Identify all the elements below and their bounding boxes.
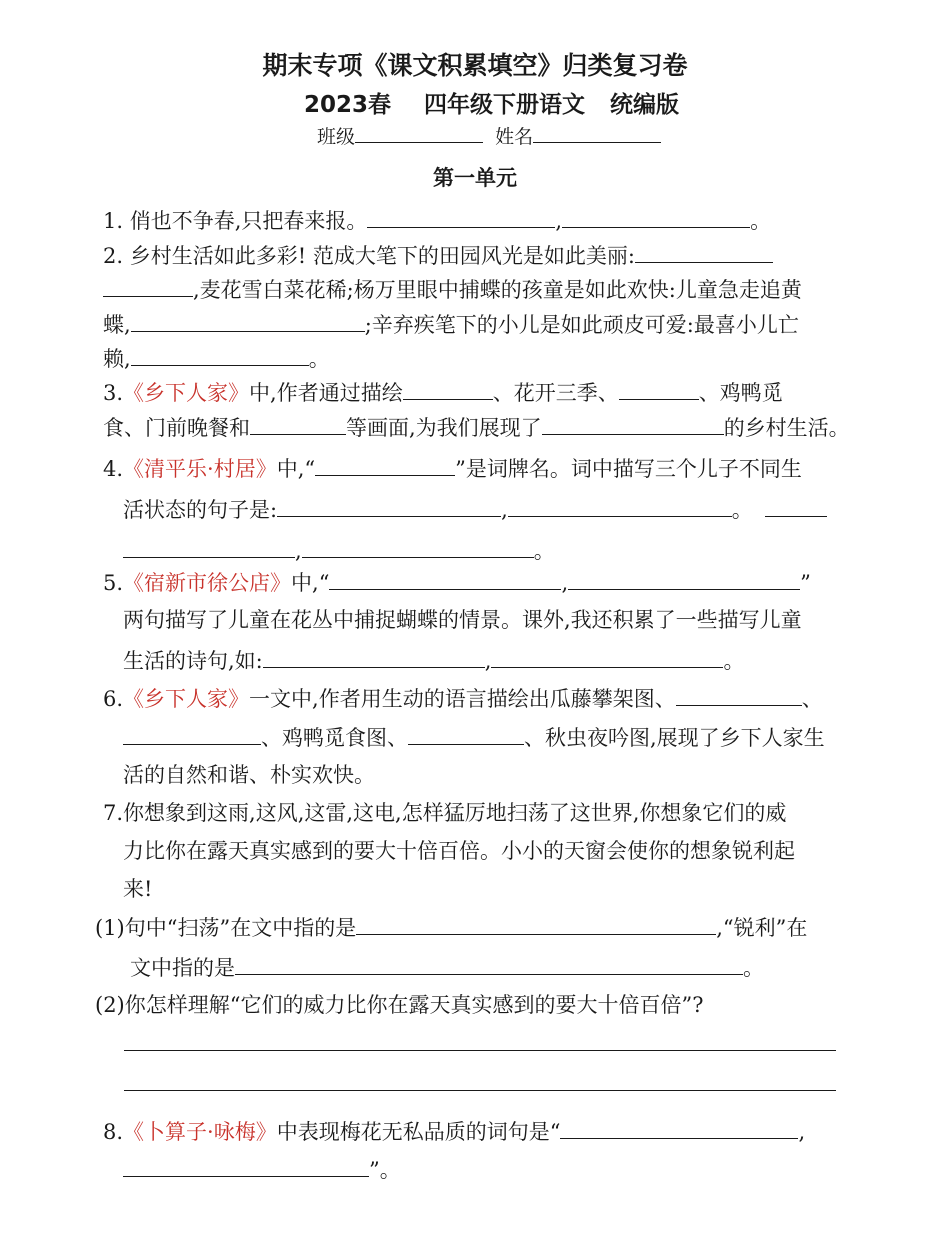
question-1 xyxy=(103,205,771,235)
answer-line[interactable] xyxy=(124,1090,836,1091)
answer-blank[interactable] xyxy=(235,952,743,975)
question-5-text: 中,“ xyxy=(291,571,330,595)
question-7-text: 7.你想象到这雨,这风,这雷,这电,怎样猛厉地扫荡了这世界,你想象它们的威 xyxy=(103,801,787,825)
question-7-sub-1-cont xyxy=(130,952,764,982)
question-5-text: 生活的诗句,如: xyxy=(123,649,263,673)
answer-blank[interactable] xyxy=(408,722,524,745)
question-7-sub-1 xyxy=(95,912,807,942)
question-2-line-1 xyxy=(103,240,773,270)
answer-blank[interactable] xyxy=(356,912,716,935)
question-5-line-2 xyxy=(123,605,802,635)
answer-blank[interactable] xyxy=(403,377,493,400)
class-field[interactable] xyxy=(317,120,661,149)
lesson-title: 《清平乐·村居》 xyxy=(123,457,277,481)
punct: , xyxy=(501,498,508,522)
question-6-line-2 xyxy=(123,722,825,752)
question-4-line-2 xyxy=(123,494,827,524)
question-6-text: 一文中,作者用生动的语言描绘出瓜藤攀架图、 xyxy=(249,687,676,711)
question-6-text: 、秋虫夜吟图,展现了乡下人家生 xyxy=(524,726,825,750)
question-4-text: 中,“ xyxy=(276,457,316,481)
question-7-sub-text: (1)句中“扫荡”在文中指的是 xyxy=(95,916,357,940)
punct: ” xyxy=(800,571,811,595)
question-3-line-2 xyxy=(103,412,850,442)
question-8-line-2 xyxy=(123,1154,401,1184)
question-7-text: 来! xyxy=(123,877,153,901)
punct: , xyxy=(561,571,569,595)
question-4-line-1 xyxy=(103,453,802,483)
question-5-text: 两句描写了儿童在花丛中捕捉蝴蝶的情景。课外,我还积累了一些描写儿童 xyxy=(123,608,802,632)
question-7-sub-text: ,“锐利”在 xyxy=(716,916,808,940)
question-3-text: 等画面,为我们展现了 xyxy=(346,416,542,440)
answer-blank[interactable] xyxy=(562,205,750,228)
question-3-text: 、鸡鸭觅 xyxy=(698,381,783,405)
answer-blank[interactable] xyxy=(560,1116,798,1139)
question-7-sub-text: (2)你怎样理解“它们的威力比你在露天真实感到的要大十倍百倍”? xyxy=(95,993,704,1017)
question-3-text: 食、门前晚餐和 xyxy=(103,416,250,440)
question-3-line-1 xyxy=(103,377,783,407)
answer-line[interactable] xyxy=(124,1050,836,1051)
question-8-line-1 xyxy=(103,1116,805,1146)
question-8-text: 中表现梅花无私品质的词句是“ xyxy=(276,1120,561,1144)
answer-blank[interactable] xyxy=(131,343,309,366)
question-3-text: 、花开三季、 xyxy=(492,381,619,405)
question-8-number: 8. xyxy=(103,1120,124,1144)
question-2-text: 赖, xyxy=(103,347,131,371)
question-2-text: 蝶, xyxy=(103,313,131,337)
header-grade: 四年级下册语文 xyxy=(424,92,585,118)
punct: , xyxy=(295,539,302,563)
lesson-title: 《卜算子·咏梅》 xyxy=(123,1120,277,1144)
answer-blank[interactable] xyxy=(329,567,561,590)
lesson-title: 《乡下人家》 xyxy=(123,687,250,711)
answer-blank[interactable] xyxy=(250,412,346,435)
question-5-line-3 xyxy=(123,645,744,675)
answer-blank[interactable] xyxy=(635,240,773,263)
punct: 。 xyxy=(533,539,555,563)
punct: 。 xyxy=(723,649,745,673)
question-3-number: 3. xyxy=(103,381,124,405)
answer-blank[interactable] xyxy=(508,494,732,517)
question-7-sub-2 xyxy=(95,990,703,1020)
question-2-line-3 xyxy=(103,309,799,339)
name-label: 姓名 xyxy=(495,126,534,148)
question-6-number: 6. xyxy=(103,687,124,711)
answer-blank[interactable] xyxy=(568,567,800,590)
question-6-text: 、鸡鸭觅食图、 xyxy=(261,726,408,750)
punct: 、 xyxy=(801,687,823,711)
lesson-title: 《乡下人家》 xyxy=(123,381,250,405)
question-7-sub-text: 文中指的是 xyxy=(130,956,235,980)
answer-blank[interactable] xyxy=(542,412,724,435)
question-6-line-3 xyxy=(123,760,375,790)
punct: 。 xyxy=(731,498,753,522)
answer-blank[interactable] xyxy=(619,377,699,400)
answer-blank[interactable] xyxy=(123,722,261,745)
class-label: 班级 xyxy=(317,126,356,148)
answer-blank[interactable] xyxy=(103,274,193,297)
question-4-text: 活状态的句子是: xyxy=(123,498,278,522)
question-3-text: 中,作者通过描绘 xyxy=(249,381,403,405)
punct: 。 xyxy=(308,347,330,371)
answer-blank[interactable] xyxy=(123,535,295,558)
question-3-text: 的乡村生活。 xyxy=(723,416,850,440)
question-5-number: 5. xyxy=(103,571,124,595)
answer-blank[interactable] xyxy=(123,1154,369,1177)
page-title: 期末专项《课文积累填空》归类复习卷 xyxy=(262,51,688,80)
punct: 。 xyxy=(750,209,772,233)
punct: , xyxy=(555,209,563,233)
question-7-line-2 xyxy=(123,836,795,866)
question-2-text: ;辛弃疾笔下的小儿是如此顽皮可爱:最喜小儿亡 xyxy=(364,313,799,337)
question-7-line-3 xyxy=(123,874,152,904)
question-6-text: 活的自然和谐、朴实欢快。 xyxy=(123,763,375,787)
header-year: 2023春 xyxy=(304,92,392,118)
question-2-line-4 xyxy=(103,343,330,373)
punct: 。 xyxy=(743,956,764,980)
question-1-text: 1. 俏也不争春,只把春来报。 xyxy=(103,209,368,233)
question-2-text: 2. 乡村生活如此多彩! 范成大笔下的田园风光是如此美丽: xyxy=(103,244,635,268)
answer-blank[interactable] xyxy=(302,535,534,558)
question-5-line-1 xyxy=(103,567,811,597)
question-2-line-2 xyxy=(103,274,802,304)
question-6-line-1 xyxy=(103,683,823,713)
header-edition: 统编版 xyxy=(610,92,679,118)
question-7-text: 力比你在露天真实感到的要大十倍百倍。小小的天窗会使你的想象锐利起 xyxy=(123,839,795,863)
answer-blank[interactable] xyxy=(131,309,365,332)
answer-blank[interactable] xyxy=(263,645,485,668)
answer-blank[interactable] xyxy=(676,683,802,706)
unit-title: 第一单元 xyxy=(433,166,517,190)
punct: , xyxy=(484,649,492,673)
answer-blank[interactable] xyxy=(367,205,555,228)
answer-blank[interactable] xyxy=(765,494,827,517)
question-7-line-1 xyxy=(103,798,786,828)
lesson-title: 《宿新市徐公店》 xyxy=(123,571,292,595)
punct: ”。 xyxy=(369,1158,401,1182)
question-2-text: ,麦花雪白菜花稀;杨万里眼中捕蝶的孩童是如此欢快:儿童急走追黄 xyxy=(193,278,802,302)
punct: , xyxy=(798,1120,806,1144)
answer-blank[interactable] xyxy=(277,494,501,517)
answer-blank[interactable] xyxy=(315,453,455,476)
question-4-number: 4. xyxy=(103,457,124,481)
question-4-line-3 xyxy=(123,535,555,565)
question-4-text: ”是词牌名。词中描写三个儿子不同生 xyxy=(455,457,802,481)
answer-blank[interactable] xyxy=(491,645,723,668)
